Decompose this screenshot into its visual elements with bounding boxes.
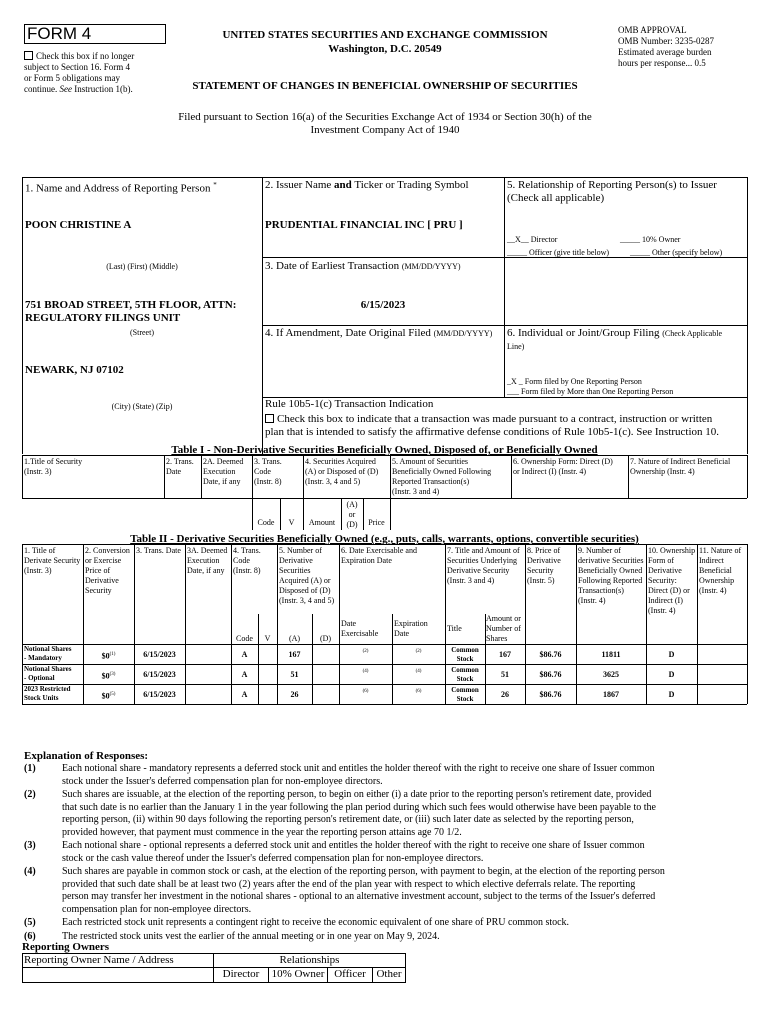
t1-sub-aord: (A) or (D) [346,500,358,529]
footnote-line: Each notional share - mandatory represents a deferred stock unit and entitles the holder thereof with the right to receive one share of Issuer common [62,763,655,774]
table2-title: Table II - Derivative Securities Beneficially Owned (e.g., puts, calls, warrants, options, convertible securities) [130,533,639,545]
footnote-text [62,917,746,930]
box1-label: 1. Name and Address of Reporting Person * [25,181,217,195]
box4-label [265,327,492,340]
t2-row-underlying-amount: 167 [499,650,511,659]
t2-col4-header: 4. Trans. Code (Instr. 8) [233,546,261,575]
box2-label-part: and [334,179,352,191]
t2-row-title-line: - Mandatory [24,654,62,662]
t2-row-acquired: 51 [290,670,299,679]
t2-row-underlying-title [445,686,485,704]
t2-sub-amount: Amount or Number of Shares [486,614,521,643]
t1-col1-header: 1.Title of Security (Instr. 3) [24,457,83,476]
t2-row-trans-date: 6/15/2023 [143,690,176,699]
table2-border [525,544,526,704]
owners-col-name: Reporting Owner Name / Address [23,954,214,968]
t1-sub-price: Price [368,518,385,527]
footnote-line: stock under the Issuer's deferred compensation plan for non-employee directors. [62,775,383,787]
omb-line: OMB Number: 3235-0287 [618,36,714,46]
t2-row-owned-following: 1867 [603,690,619,699]
t2-row-date-exercisable: (2) [362,649,369,654]
t2-row-title [24,665,82,683]
relationship-officer: _____ Officer (give title below) [507,248,610,257]
t2-row-trans-code: A [241,690,248,699]
t2-row-underlying-title [445,646,485,664]
footnote-item [24,866,746,916]
box6-label-part: 6. Individual or Joint/Group Filing [507,327,660,339]
box5-label [507,179,745,205]
footnote-item [24,931,746,944]
box2-label [265,179,469,192]
omb-line: OMB APPROVAL [618,25,687,35]
street-caption: (Street) [130,328,154,337]
footnote-text [62,789,746,839]
table2-border [134,544,135,704]
grid-left-border [22,177,23,454]
table2-border [231,544,232,704]
footnote-item [24,763,746,788]
filing-multiple-persons: ___ Form filed by More than One Reporting Person [507,387,674,396]
footnote-number: (5) [24,917,36,928]
t2-row-expiration-date: (2) [415,649,422,654]
box2-label-part: 2. Issuer Name [265,179,332,191]
grid-right-border [747,177,748,454]
omb-approval [618,25,758,69]
box6-label-part: (Check Applicable [662,329,722,338]
filed-line: Investment Company Act of 1940 [310,124,460,136]
earliest-transaction-date: 6/15/2023 [360,299,406,311]
t2-sub-code: Code [236,634,253,643]
t2-row-conversion-price [83,650,134,662]
box5-label-line: (Check all applicable) [507,192,605,204]
t2-row-owned-following: 3625 [603,670,619,679]
t1-col5-header: 5. Amount of Securities Beneficially Owned Following Reported Transaction(s) (Instr. 3 and 4) [392,457,492,496]
t2-sub-title: Title [447,624,462,633]
t2-row-conversion-value: $0 [101,651,110,661]
footnote-text [62,931,746,944]
t2-col3a-header: 3A. Deemed Execution Date, if any [187,546,228,575]
reporting-owners-title: Reporting Owners [22,941,110,953]
t2-row-underlying-amount: 26 [501,690,509,699]
t2-row-conversion-value: $0 [101,671,110,681]
table2-border [22,684,747,685]
footnote-line: compensation plan for non-employee directors. [62,903,252,915]
footnote-number: (6) [24,930,36,942]
t2-col3-header: 3. Trans. Date [136,546,181,555]
footnote-line: provided that such date shall be at least two (2) years after the end of the plan year with respect to which elective deferrals relate. The reporting [62,878,636,890]
t1-col7-header: 7. Nature of Indirect Beneficial Ownership (Instr. 4) [630,457,731,476]
t2-col10-header: 10. Ownership Form of Derivative Security: Direct (D) or Indirect (I) (Instr. 4) [648,546,696,615]
box4-label-part: (MM/DD/YYYY) [433,329,493,338]
t2-sub-a: (A) [288,634,301,643]
explanation-title: Explanation of Responses: [24,750,149,762]
box2-label-part: Ticker or Trading Symbol [354,179,469,191]
footnote-line: that such date is no earlier than the January 1 in the year following the plan period during which such fees would otherwise have been payable to the [62,801,656,813]
table1-border [747,455,748,498]
box5-label-line: 5. Relationship of Reporting Person(s) to Issuer [507,179,717,191]
checkbox-text: continue. [24,84,58,94]
t1-col4-header: 4. Securities Acquired (A) or Disposed of (D) (Instr. 3, 4 and 5) [305,457,379,486]
footnote-text [62,763,746,788]
t2-row-underlying-title-line: Stock [456,695,474,703]
footnote-line: Such shares are issuable, at the election of the reporting person, to begin on either (i) a date prior to the reporting person's retirement date, provided [62,789,652,800]
t1-col3-header: 3. Trans. Code (Instr. 8) [254,457,282,486]
t2-row-conversion-price [83,670,134,682]
t2-row-title-line: 2023 Restricted [24,685,71,693]
reporting-person-name: POON CHRISTINE A [25,219,132,231]
t2-row-ownership-form: D [668,690,675,699]
table2-border [339,544,340,704]
t2-col6-header: 6. Date Exercisable and Expiration Date [341,546,417,565]
box6-label [507,327,745,353]
footnote-item [24,789,746,839]
checkbox-text: Check this box if no longer [36,51,135,61]
grid-divider [262,325,747,326]
owners-name-cell [23,968,214,983]
rule10b5-line: Check this box to indicate that a transaction was made pursuant to a contract, instruction or written [277,413,713,425]
box3-label [265,260,461,273]
owners-sub-director: Director [214,968,269,983]
footnote-number: (1) [24,763,36,774]
table2-border [747,544,748,704]
checkbox-text: Instruction 1(b). [74,84,133,94]
t2-row-trans-date: 6/15/2023 [143,650,176,659]
city-caption: (City) (State) (Zip) [111,402,173,411]
t2-row-underlying-title-line: Stock [456,655,474,663]
t2-row-expiration-date: (4) [415,669,422,674]
t2-row-title-line: Notional Shares [24,645,72,653]
footnote-line: person may transfer her investment in the notional shares - optional to an alternative investment account, subject to the terms of the Issuer's deferred [62,891,656,902]
footnote-line: Each notional share - optional represents a deferred stock unit and entitles the holder thereof with the right to receive one share of Issuer common [62,840,645,851]
table1-border [164,455,165,498]
table2-border [22,544,747,545]
checkbox-text: or Form 5 obligations may [24,73,120,83]
table2-border [22,644,747,645]
owners-sub-other: Other [373,968,406,983]
table2-border [312,614,313,704]
t2-row-expiration-date: (6) [415,689,422,694]
t2-row-price: $86.76 [539,690,562,699]
t2-row-ownership-form: D [668,670,675,679]
t1-sub-code: Code [257,518,275,527]
relationship-director: __X__ Director [507,235,558,244]
t2-row-title [24,685,82,703]
street-line: REGULATORY FILINGS UNIT [25,312,181,324]
table1-border [201,455,202,498]
checkbox-text: See [59,84,72,94]
t2-col8-header: 8. Price of Derivative Security (Instr. 5) [527,546,561,585]
rule10b5-text [265,413,747,439]
filing-one-person: _X _ Form filed by One Reporting Person [507,377,642,386]
footnote-line: provided however, that payment must commence in the year the reporting person attains age 70 1/2. [62,826,462,838]
section16-checkbox[interactable] [24,51,33,60]
table2-border [22,544,23,704]
t2-col9-header: 9. Number of derivative Securities Beneficially Owned Following Reported Transaction(s) (Instr. 4) [578,546,644,605]
t2-col5-header: 5. Number of Derivative Securities Acquired (A) or Disposed of (D) (Instr. 3, 4 and 5) [279,546,335,605]
t2-row-trans-date: 6/15/2023 [143,670,176,679]
table1-border [22,455,23,498]
t2-row-title-line: Stock Units [24,694,59,702]
t2-row-acquired: 167 [288,650,301,659]
box3-label-part: (MM/DD/YYYY) [401,262,461,271]
table1-title: Table I - Non-Derivative Securities Beneficially Owned, Disposed of, or Beneficially Owned [171,444,598,456]
table2-border [697,544,698,704]
t1-sub-amount: Amount [308,518,336,527]
t2-row-trans-code: A [241,650,248,659]
t2-row-conversion-value: $0 [101,691,110,701]
agency-name: UNITED STATES SECURITIES AND EXCHANGE COMMISSION [222,29,548,41]
table1-border [390,455,391,530]
footnote-mark: (1) [109,652,116,657]
footnote-number: (4) [24,866,36,877]
reporting-person-street [25,299,261,325]
t2-row-acquired: 26 [290,690,299,699]
table2-border [258,614,259,704]
owners-sub-10pct: 10% Owner [269,968,328,983]
grid-divider [504,177,505,398]
reporting-owners-table [22,953,406,983]
box4-label-part: 4. If Amendment, Date Original Filed [265,327,431,339]
rule10b5-title: Rule 10b5-1(c) Transaction Indication [265,398,434,410]
table2-border [185,544,186,704]
t2-sub-date-exercisable: Date Exercisable [341,619,379,638]
t2-col1-header: 1. Title of Derivate Security (Instr. 3) [24,546,81,575]
grid-divider [262,177,263,454]
footnote-mark: * [213,181,217,189]
table2-border [576,544,577,704]
reporting-person-city: NEWARK, NJ 07102 [25,364,124,376]
table2-border [646,544,647,704]
grid-top-border [22,177,747,178]
statement-title: STATEMENT OF CHANGES IN BENEFICIAL OWNERSHIP OF SECURITIES [192,80,578,92]
filed-line: Filed pursuant to Section 16(a) of the Securities Exchange Act of 1934 or Section 30(h) of the [178,111,592,123]
t2-sub-expiration: Expiration Date [394,619,428,638]
t2-row-price: $86.76 [539,650,562,659]
footnote-text [62,866,746,916]
table1-border [511,455,512,498]
footnote-line: Each restricted stock unit represents a contingent right to receive the economic equivalent of one share of PRU common stock. [62,917,570,928]
footnote-number: (3) [24,840,36,851]
t2-row-underlying-title-line: Common [451,666,479,674]
t2-row-underlying-title-line: Common [451,646,479,654]
section16-checkbox-block [24,51,164,95]
t2-row-underlying-amount: 51 [501,670,509,679]
t1-col2a-header: 2A. Deemed Execution Date, if any [203,457,244,486]
agency-location: Washington, D.C. 20549 [328,43,442,55]
table1-border [22,455,747,456]
table2-border [277,544,278,704]
t2-row-underlying-title-line: Stock [456,675,474,683]
footnote-line: reporting person, (ii) within 90 days following the reporting person's retirement date, or (iii) such later date as selected by the reporting person, [62,814,634,825]
t2-row-conversion-price [83,690,134,702]
footnote-line: Such shares are payable in common stock or cash, at the election of the reporting person, with payment to begin, at the election of the reporting person [62,866,665,877]
checkbox-text: subject to Section 16. Form 4 [24,62,130,72]
footnote-item [24,917,746,930]
t1-sub-v: V [288,518,295,527]
t2-row-title-line: - Optional [24,674,55,682]
t2-row-date-exercisable: (4) [362,669,369,674]
t2-row-ownership-form: D [668,650,675,659]
table2-border [22,664,747,665]
owners-col-relationships: Relationships [214,954,406,968]
t2-sub-v: V [264,634,271,643]
form-title: FORM 4 [24,24,166,44]
t2-row-underlying-title-line: Common [451,686,479,694]
t2-col7-header: 7. Title and Amount of Securities Underlying Derivative Security (Instr. 3 and 4) [447,546,520,585]
omb-line: Estimated average burden [618,47,712,57]
footnote-mark: (3) [109,672,116,677]
footnote-mark: (5) [109,692,116,697]
issuer-name: PRUDENTIAL FINANCIAL INC [ PRU ] [265,219,463,231]
t2-row-date-exercisable: (6) [362,689,369,694]
owners-sub-officer: Officer [328,968,373,983]
table1-border [22,498,747,499]
t1-col6-header: 6. Ownership Form: Direct (D) or Indirect (I) (Instr. 4) [513,457,613,476]
name-caption: (Last) (First) (Middle) [106,262,178,271]
omb-line: hours per response... 0.5 [618,58,706,68]
t2-row-price: $86.76 [539,670,562,679]
t2-row-owned-following: 11811 [601,650,621,659]
t2-row-underlying-title [445,666,485,684]
table1-border [628,455,629,498]
footnote-line: stock or the cash value thereof under the Issuer's deferred compensation plan for non-employee directors. [62,852,484,864]
footnote-item [24,840,746,865]
rule10b5-line: plan that is intended to satisfy the affirmative defense conditions of Rule 10b5-1(c). See Instruction 10. [265,426,720,438]
t2-row-title-line: Notional Shares [24,665,72,673]
filed-pursuant [100,111,670,137]
rule10b5-checkbox[interactable] [265,414,274,423]
t2-row-title [24,645,82,663]
box3-label-part: 3. Date of Earliest Transaction [265,260,400,272]
t2-sub-d: (D) [319,634,332,643]
relationship-other: _____ Other (specify below) [630,248,723,257]
street-line: 751 BROAD STREET, 5TH FLOOR, ATTN: [25,299,237,311]
t1-col2-header: 2. Trans. Date [166,457,194,476]
footnote-number: (2) [24,789,36,800]
t2-row-trans-code: A [241,670,248,679]
table2-border [22,704,747,705]
box6-label-part: Line) [507,342,525,351]
footnote-line: The restricted stock units vest the earlier of the annual meeting or in one year on May 9, 2024. [62,930,440,942]
t2-col2-header: 2. Conversion or Exercise Price of Derivative Security [85,546,130,595]
t2-col11-header: 11. Nature of Indirect Beneficial Ownership (Instr. 4) [699,546,742,595]
relationship-10pct-owner: _____ 10% Owner [620,235,681,244]
footnote-text [62,840,746,865]
